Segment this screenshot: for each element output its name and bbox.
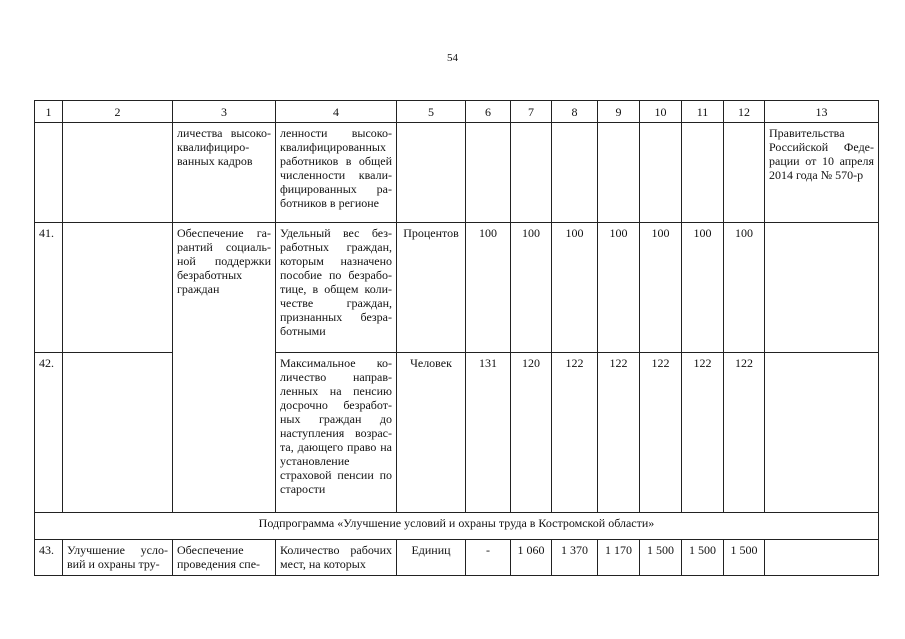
row-number: 42. [35,353,63,513]
value-cell: 100 [511,223,552,353]
column-number: 4 [276,101,397,123]
unit [397,123,466,223]
value-cell: 100 [598,223,640,353]
unit: Процентов [397,223,466,353]
task-name: личества высококвалифицированных кадров [173,123,276,223]
column-number: 8 [552,101,598,123]
column-number: 3 [173,101,276,123]
value-cell: 1 500 [682,540,724,576]
value-cell: 1 060 [511,540,552,576]
task-name: Обеспечение гарантий социальной поддержки безработных граждан [173,223,276,513]
program-name [63,353,173,513]
value-cell: 100 [682,223,724,353]
value-cell [682,123,724,223]
indicator-name: Максимальное количество направленных на пенсию досрочно безработных граждан до наступления возраста, дающего право на установление страховой пенсии по старости [276,353,397,513]
program-name [63,123,173,223]
value-cell: 100 [466,223,511,353]
task-name: Обеспечение проведения спе- [173,540,276,576]
value-cell [598,123,640,223]
value-cell: 122 [724,353,765,513]
value-cell [552,123,598,223]
value-cell: 100 [640,223,682,353]
column-number: 13 [765,101,879,123]
row-number: 43. [35,540,63,576]
table-row [35,223,879,353]
source-document: Правительства Российской Федерации от 10 апреля 2014 года № 570-р [765,123,879,223]
value-cell: 122 [552,353,598,513]
table-row [35,353,879,513]
value-cell [466,123,511,223]
source-document [765,540,879,576]
program-name [63,223,173,353]
column-number: 2 [63,101,173,123]
value-cell: 100 [552,223,598,353]
value-cell: - [466,540,511,576]
value-cell: 120 [511,353,552,513]
column-number: 12 [724,101,765,123]
row-number: 41. [35,223,63,353]
value-cell: 122 [682,353,724,513]
value-cell: 1 500 [640,540,682,576]
program-name: Улучшение условий и охраны тру- [63,540,173,576]
value-cell: 131 [466,353,511,513]
value-cell [511,123,552,223]
indicators-table [34,100,879,576]
value-cell [640,123,682,223]
column-number: 1 [35,101,63,123]
value-cell: 1 500 [724,540,765,576]
table-row [35,123,879,223]
value-cell: 1 370 [552,540,598,576]
value-cell [724,123,765,223]
column-number: 10 [640,101,682,123]
unit: Человек [397,353,466,513]
column-number: 9 [598,101,640,123]
column-number: 6 [466,101,511,123]
indicator-name: Удельный вес безработных граждан, которым назначено пособие по безработице, в общем количестве граждан, признанных безработными [276,223,397,353]
value-cell: 100 [724,223,765,353]
column-number-row [35,101,879,123]
subprogram-row [35,513,879,540]
column-number: 7 [511,101,552,123]
value-cell: 122 [598,353,640,513]
page-number: 54 [447,52,458,64]
column-number: 11 [682,101,724,123]
indicator-name: Количество рабочих мест, на которых [276,540,397,576]
indicator-name: ленности высококвалифицированных работников в общей численности квалифицированных работников в регионе [276,123,397,223]
row-number [35,123,63,223]
subprogram-title: Подпрограмма «Улучшение условий и охраны труда в Костромской области» [35,513,879,540]
source-document [765,353,879,513]
unit: Единиц [397,540,466,576]
table-row [35,540,879,576]
value-cell: 1 170 [598,540,640,576]
source-document [765,223,879,353]
column-number: 5 [397,101,466,123]
value-cell: 122 [640,353,682,513]
